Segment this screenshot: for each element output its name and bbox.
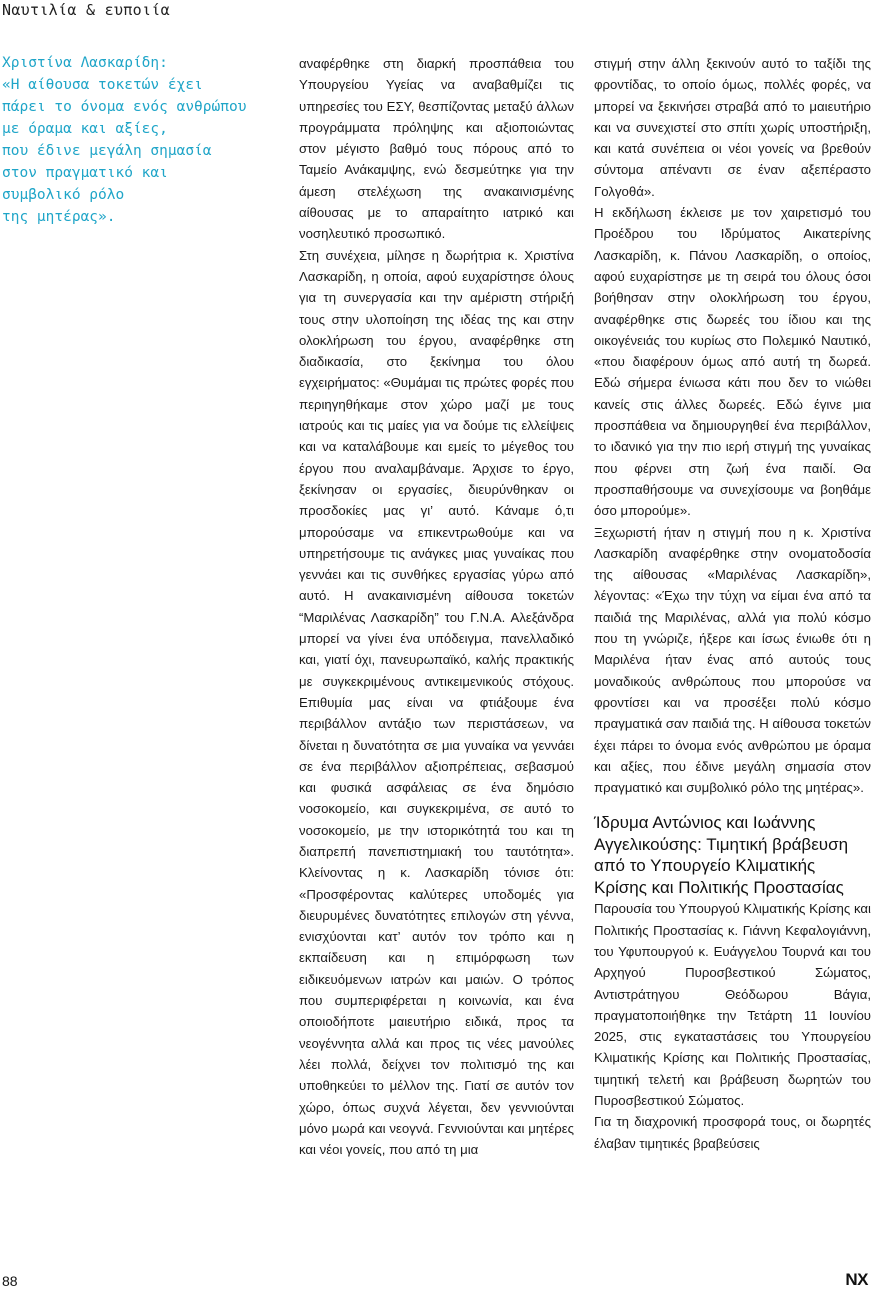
pull-quote-line: στον πραγματικό και	[2, 165, 168, 181]
paragraph: αναφέρθηκε στη διαρκή προσπάθεια του Υπουργείου Υγείας να αναβαθμίζει τις υπηρεσίες του ΕΣΥ, θεσπίζοντας μεταξύ άλλων προγράμματα πρόληψης και αξιοποιώντας στον μέγιστο βαθμό τους πόρους από το Ταμείο Ανάκαμψης, ενώ δεσμεύτηκε για την άμεση στελέχωση της ανακαινισμένης αίθουσας με το απαραίτητο ιατρικό και νοσηλευτικό προσωπικό.	[299, 56, 574, 242]
paragraph: Στη συνέχεια, μίλησε η δωρήτρια κ. Χριστίνα Λασκαρίδη, η οποία, αφού ευχαρίστησε όλους για τη συνεργασία και την αμέριστη στήριξή τους στην υλοποίηση της ιδέας της και στην ολοκλήρωση του έργου, αναφέρθηκε στη διαδικασία, στο ξεκίνημα του όλου εγχειρήματος: «Θυμάμαι τις πρώτες φορές που περιηγηθήκαμε στον χώρο μαζί με τους ιατρούς και τις μαίες για να δούμε τις ελλείψεις και να καταλάβουμε και εμείς το μέγεθος του έργου που αναλαμβάναμε. Άρχισε το έργο, ξεκίνησαν οι εργασίες, διευρύνθηκαν οι προσδοκίες μας γι’ αυτό. Κάναμε ό,τι μπορούσαμε να επικεντρωθούμε και να υπηρετήσουμε τις ανάγκες μιας γυναίκας που γεννάει και τις συνθήκες εργασίας γύρω από αυτό. Η ανακαινισμένη αίθουσα τοκετών “Μαριλένας Λασκαρίδη” του Γ.Ν.Α. Αλεξάνδρα μπορεί να γίνει ένα υπόδειγμα, πανελλαδικό και, γιατί όχι, πανευρωπαϊκό, καλής πρακτικής με συγκεκριμένους αντικειμενικούς στόχους. Επιθυμία μας είναι να φτιάξουμε ένα περιβάλλον αντάξιο των περιστάσεων, να δίνεται η δυνατότητα σε μια γυναίκα να γεννάει σε ένα περιβάλλον αξιοπρέπειας, σεβασμού και φυσικά ασφάλειας σε ένα δημόσιο νοσοκομείο, και συγκεκριμένα, σε αυτό το νοσοκομείο, με την ιστορικότητά του και τη διαπρεπή πανεπιστημιακή του ταυτότητα». Κλείνοντας η κ. Λασκαρίδη τόνισε ότι: «Προσφέροντας καλύτερες υποδομές για διευρυμένες δυνατότητες επιλογών στη γέννα, ενισχύονται κατ’ αυτόν τον τρόπο και η εκπαίδευση και η επιμόρφωση των ειδικευόμενων ιατρών και μαιών. Ο τρόπος που συμπεριφέρεται η κοινωνία, και ένα οποιοδήποτε μαιευτήριο ειδικά, προς τα νεογέννητα αλλά και προς τις νέες μανούλες λέει πολλά, δείχνει τον πολιτισμό της και υποθηκεύει το μέλλον της. Γιατί σε αυτόν τον χώρο, όπως συχνά λέγεται, δεν γεννιούνται μόνο μωρά και νεογνά. Γεννιούνται και μητέρες και νέοι γονείς, που από τη μια	[299, 247, 574, 1158]
paragraph: Παρουσία του Υπουργού Κλιματικής Κρίσης και Πολιτικής Προστασίας κ. Γιάννη Κεφαλογιάννη, του Υφυπουργού κ. Ευάγγελου Τουρνά και του Αρχηγού Πυροσβεστικού Σώματος, Αντιστράτηγου Θεόδωρου Βάγια, πραγματοποιήθηκε την Τετάρτη 11 Ιουνίου 2025, στις εγκαταστάσεις του Υπουργείου Κλιματικής Κρίσης και Πολιτικής Προστασίας, τιμητική τελετή και βράβευση δωρητών του Πυροσβεστικού Σώματος.	[594, 901, 871, 1109]
section-label: Ναυτιλία & ευποιία	[2, 1, 170, 19]
pull-quote	[2, 52, 287, 228]
article-column-right	[594, 53, 871, 1154]
paragraph: Ξεχωριστή ήταν η στιγμή που η κ. Χριστίνα Λασκαρίδη αναφέρθηκε στην ονοματοδοσία της αίθουσας «Μαριλένας Λασκαρίδη», λέγοντας: «Έχω την τύχη να είμαι ένα από τα παιδιά της Μαριλένας, αλλά για πολύ κόσμο που τη γνώριζε, ήξερε και ίσως ένιωθε ότι η Μαριλένα ήταν ένας από αυτούς τους μοναδικούς ανθρώπους που μπορούσε να φροντίσει και να προσέξει πολύ κόσμο πραγματικά σαν παιδιά της. Η αίθουσα τοκετών έχει πάρει το όνομα ενός ανθρώπου με όραμα και αξίες, που έδινε μεγάλη σημασία στον πραγματικό και συμβολικό ρόλο της μητέρας».	[594, 524, 871, 796]
paragraph: Η εκδήλωση έκλεισε με τον χαιρετισμό του Προέδρου του Ιδρύματος Αικατερίνης Λασκαρίδη, κ. Πάνου Λασκαρίδη, ο οποίος, αφού ευχαρίστησε με τη σειρά του όλους όσοι βοήθησαν στην ολοκλήρωση του έργου, αναφέρθηκε στις δωρεές του ίδιου και της οικογένειάς του κυρίως στο Πολεμικό Ναυτικό, «που διαφέρουν όμως από αυτή τη δωρεά. Εδώ σήμερα ένιωσα κάτι που δεν το νιώθει κανείς στις άλλες δωρεές. Εδώ έγινε μια προσπάθεια να δημιουργηθεί ένα περιβάλλον, το ιδανικό για την πιο ιερή στιγμή της γυναίκας που φέρνει στη ζωή ένα παιδί. Θα προσπαθήσουμε να συνεχίσουμε να βοηθάμε όσο μπορούμε».	[594, 205, 871, 519]
pull-quote-line: της μητέρας».	[2, 209, 116, 225]
pull-quote-line: συμβολικό ρόλο	[2, 187, 125, 203]
page-number: 88	[2, 1273, 18, 1289]
pull-quote-line: με όραμα και αξίες,	[2, 121, 168, 137]
pull-quote-line: «Η αίθουσα τοκετών έχει	[2, 77, 203, 93]
paragraph: στιγμή στην άλλη ξεκινούν αυτό το ταξίδι της φροντίδας, το οποίο όμως, πολλές φορές, να μπορεί να ξεκινήσει στραβά από το μαιευτήριο και να συνεχιστεί στο σπίτι χωρίς υποστήριξη, και κατά συνέπεια οι νέοι γονείς να βρεθούν σύντομα απέναντι σε έναν αξεπέραστο Γολγοθά».	[594, 56, 871, 199]
magazine-logo: NX	[845, 1270, 868, 1289]
pull-quote-line: που έδινε μεγάλη σημασία	[2, 143, 212, 159]
section-heading: Ίδρυμα Αντώνιος και Ιωάννης Αγγελικούσης: Τιμητική βράβευση από το Υπουργείο Κλιματικής Κρίσης και Πολιτικής Προστασίας	[594, 813, 849, 897]
pull-quote-line: πάρει το όνομα ενός ανθρώπου	[2, 99, 247, 115]
article-column-middle	[299, 53, 574, 1160]
pull-quote-line: Χριστίνα Λασκαρίδη:	[2, 55, 168, 71]
paragraph: Για τη διαχρονική προσφορά τους, οι δωρητές έλαβαν τιμητικές βραβεύσεις	[594, 1114, 871, 1151]
